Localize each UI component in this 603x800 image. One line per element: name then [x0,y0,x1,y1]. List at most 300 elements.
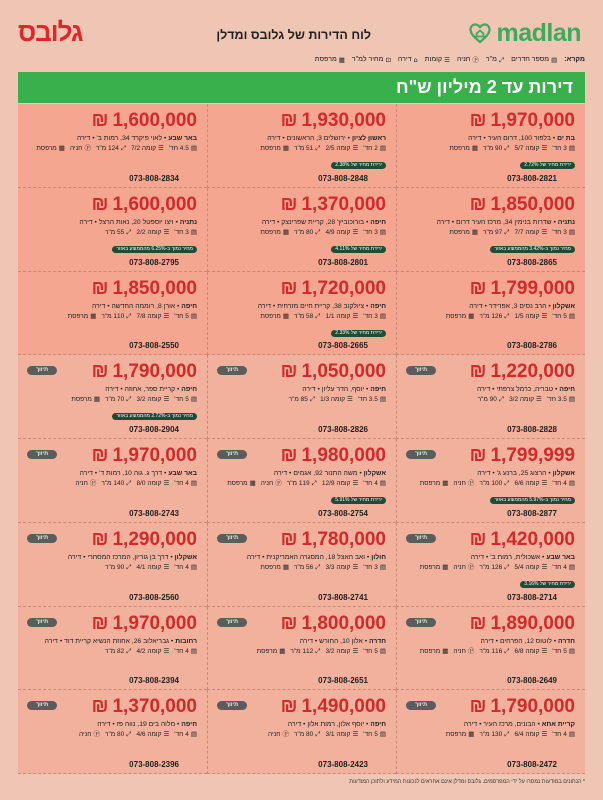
legend-item [352,55,391,65]
agency-badge: תיווך [406,701,436,710]
property-type: דירה [77,135,91,142]
balcony-icon: ▦ [90,311,97,320]
listing-card[interactable] [18,690,207,774]
features-line [26,730,197,739]
agency-badge: תיווך [27,366,57,375]
phone-link[interactable]: 073-808-2714 [507,592,557,602]
feature-text: קומה 6/4 [514,731,540,739]
property-type: דירה [67,553,82,561]
separator: • [359,470,362,477]
parking-icon: Ⓟ [84,144,91,152]
city: חדרה [368,637,386,645]
shekel-icon: ₪ [469,445,487,466]
feature-item [420,479,449,488]
listing-card[interactable] [396,355,585,439]
feature-text: קומה 1/5 [514,312,540,320]
rooms-icon: ▤ [190,395,197,404]
features-line [405,479,575,488]
feature-text: 4.5 חד' [168,145,189,152]
feature-item [478,395,505,404]
listing-card[interactable] [18,355,207,439]
feature-text: קומה 4/2 [136,647,162,655]
feature-item [260,228,289,237]
features-line [216,395,386,404]
tag-row [26,404,197,422]
legend-item-label: מספר חדרים [511,56,550,63]
feature-item [325,228,358,237]
feature-text: 51 מ"ר [293,145,314,152]
shekel-icon: ₪ [280,277,298,299]
parking-icon: Ⓟ [89,479,97,487]
balcony-icon: ▦ [471,227,478,236]
price-value: 1,290,000 [112,528,197,550]
floor-icon: ☰ [163,227,170,236]
phone-link[interactable]: 073-808-2741 [318,592,368,602]
feature-item [174,312,197,321]
listing-card[interactable] [396,523,585,607]
feature-text: חניה [75,480,88,487]
feature-text: 4 חד' [174,480,189,487]
feature-text: 3 חד' [363,312,378,320]
listing-card[interactable] [18,607,207,691]
parking-icon: Ⓟ [472,55,479,64]
phone-link[interactable]: 073-808-2550 [129,341,179,351]
legend-item-label: חניה [456,56,471,63]
listing-card[interactable] [207,439,396,523]
features-line [405,563,575,572]
features-line [216,730,386,739]
price-value: 1,370,000 [112,696,197,718]
sqm-icon: ⤢ [504,144,510,152]
feature-text: 80 מ"ר [293,228,314,236]
phone-link[interactable]: 073-808-2472 [507,760,557,769]
price-value: 1,850,000 [490,193,575,215]
feature-text: 130 מ"ר [479,731,503,739]
property-type: דירה [436,218,450,226]
feature-text: 58 מ"ר [293,312,314,320]
sqm-icon: ⤢ [498,395,505,404]
separator: • [553,637,557,645]
agency-badge: תיווך [406,366,436,375]
agency-badge: תיווך [217,618,247,627]
listing-card[interactable] [396,690,585,774]
property-type: דירה [257,302,272,310]
separator: • [366,721,369,729]
agency-badge: תיווך [217,534,247,543]
property-type: דירה [261,218,276,226]
feature-item [227,479,256,488]
price-per-sqm-icon: ⊡ [385,55,391,64]
separator: • [492,386,495,394]
phone-link[interactable]: 073-808-2834 [129,173,179,183]
feature-item [446,730,475,739]
property-type: דירה [299,637,313,645]
separator: • [94,218,97,226]
phone-link[interactable]: 073-808-2394 [129,676,179,686]
balcony-icon: ▦ [58,144,65,152]
feature-item [287,479,317,488]
phone-link[interactable]: 073-808-2560 [129,592,179,602]
feature-item [479,479,509,488]
floor-icon: ☰ [352,311,359,320]
street-address: בלפור 100, דרום העיר [487,135,551,142]
feature-text: 2 חד' [363,145,378,152]
floor-icon: ☰ [541,646,548,655]
feature-item [325,312,358,321]
rooms-icon: ▤ [568,646,575,655]
city: רחובות [175,637,197,645]
phone-link[interactable]: 073-808-2877 [507,508,557,518]
price-trend-tag: ירידת מחיר של 4.11% [331,246,386,253]
city: חיפה [181,302,197,310]
phone-link[interactable]: 073-808-2651 [318,676,368,686]
feature-item [70,144,91,153]
feature-item [290,647,320,656]
feature-text: מרפסת [419,563,441,571]
madlan-logo[interactable] [468,18,581,48]
feature-item [71,395,100,404]
floor-icon: ☰ [163,646,170,655]
rooms-icon: ▤ [190,562,197,571]
separator: • [553,218,556,226]
feature-text: 80 מ"ר [293,731,314,739]
separator: • [289,470,292,477]
feature-item [552,563,575,572]
street-address: הרצוג 25, ברנע ג' [496,470,547,477]
feature-text: 4 חד' [552,563,567,571]
shekel-icon: ₪ [91,277,109,299]
listing-card[interactable] [18,439,207,523]
disclaimer: * הנתונים במודעות נמסרו על ידי המפרסמים. גלובס ומדלן אינם אחראים לנכונות המידע ולתוכן המודעות [349,779,585,785]
phone-link[interactable]: 073-808-2786 [507,341,557,351]
phone-link[interactable]: 073-808-2743 [129,508,179,518]
feature-item [552,647,575,656]
shekel-icon: ₪ [469,612,487,634]
madlan-wordmark: madlan [496,19,581,47]
parking-icon: Ⓟ [93,730,100,739]
listing-card[interactable] [396,272,585,356]
legend-item [398,55,418,65]
sqm-icon: ⤢ [504,562,510,571]
page-title: לוח הדירות של גלובס ומדלן [216,28,371,42]
separator: • [107,302,110,310]
address-line [26,637,197,647]
street-address: משה התנור 92, אגמים [293,470,358,477]
street-address: דרך ג. גוה 10, רמות ד' [99,470,163,477]
feature-item [260,144,289,153]
street-address: גבריאלוב 26, אחוזת הנשיא קריית דוד [64,637,170,645]
property-type: דירה [463,721,478,729]
listing-card[interactable] [207,272,396,356]
phone-link[interactable]: 073-808-2848 [318,173,368,183]
floor-icon: ☰ [163,562,170,571]
floor-icon: ☰ [352,646,359,655]
features-line [216,563,386,572]
feature-text: קומה 1/3 [320,396,346,404]
listing-card[interactable] [207,523,396,607]
feature-item [479,730,509,739]
tag-row [216,153,386,171]
address-line [216,637,386,647]
price-value: 1,220,000 [490,361,575,383]
separator: • [317,386,320,394]
phone-link[interactable]: 073-808-2826 [318,425,368,434]
balcony-icon: ▦ [468,311,475,320]
feature-text: 5 חד' [552,312,567,320]
feature-item [294,312,321,321]
rooms-icon: ▤ [379,479,386,487]
rooms-icon: ▤ [379,395,386,404]
agency-badge: תיווך [217,450,247,459]
feature-item [174,563,197,572]
phone-link[interactable]: 073-808-2649 [507,676,557,686]
floor-icon: ☰ [158,144,164,152]
feature-item [552,312,575,321]
rooms-icon: ▤ [379,311,386,320]
feature-text: 5 חד' [552,647,567,655]
feature-text: 5 חד' [363,731,378,739]
feature-item [101,312,131,321]
separator: • [484,302,487,310]
phone-link[interactable]: 073-808-2665 [318,341,368,351]
city: אשקלון [363,470,386,477]
shekel-icon: ₪ [280,445,298,466]
floor-icon: ☰ [541,227,548,236]
parking-icon: Ⓟ [467,479,475,487]
feature-item [363,144,386,153]
phone-link[interactable]: 073-808-2828 [507,425,557,434]
feature-item [131,144,164,153]
section-banner [18,72,585,103]
street-address: ציולקוב 38, קריית חיים מזרחית [277,302,365,310]
feature-text: 4 חד' [174,731,189,739]
feature-text: קומה 2/2 [136,228,162,236]
listing-card[interactable] [207,355,396,439]
address-line [26,720,197,730]
price-value: 1,490,000 [301,696,386,718]
separator: • [170,637,174,645]
balcony-icon: ▦ [282,311,289,320]
separator: • [485,553,489,561]
phone-link[interactable]: 073-808-2795 [129,257,179,267]
feature-text: 110 מ"ר [101,312,125,320]
feature-item [483,228,510,237]
listing-card[interactable] [18,272,207,356]
street-address: טבריה, כרמל צרפתי [496,386,554,394]
floor-icon: ☰ [541,479,548,487]
feature-text: 119 מ"ר [286,480,310,487]
listing-card[interactable] [207,690,396,774]
rooms-icon: ▤ [379,227,386,236]
feature-text: 4 חד' [363,480,378,487]
feature-text: חניה [453,647,466,655]
agency-badge: תיווך [27,618,57,627]
shekel-icon: ₪ [91,445,109,466]
legend-item-label: דירה [397,56,412,63]
feature-text: מרפסת [260,312,281,320]
separator: • [537,721,540,729]
sqm-icon: ⤢ [126,479,132,487]
sqm-icon: ⤢ [126,227,132,236]
separator: • [366,302,369,310]
feature-text: מרפסת [260,563,281,571]
address-line [405,637,575,647]
phone-link[interactable]: 073-808-2396 [129,760,179,769]
floor-icon: ☰ [444,55,450,64]
shekel-icon: ₪ [280,528,298,550]
price-value: 1,930,000 [301,110,386,131]
feature-text: 3.5 חד' [546,396,567,404]
feature-item [479,312,509,321]
phone-link[interactable]: 073-808-2865 [507,257,557,267]
address-line [405,218,575,228]
shekel-icon: ₪ [91,696,109,718]
feature-item [105,228,132,237]
price-trend-tag: ירידת מחיר של 2.72% [520,162,575,169]
feature-item [479,647,509,656]
feature-item [446,312,475,321]
separator: • [282,135,285,142]
feature-item [363,312,386,321]
floor-icon: ☰ [347,395,353,404]
feature-item [514,647,547,656]
feature-text: קומה 3/3 [325,563,351,571]
shekel-icon: ₪ [469,696,487,718]
street-address: דרך בן גוריון, המרכז המסחרי [87,553,169,561]
rooms-icon: ▤ [551,55,558,64]
feature-item [136,730,169,739]
legend-item-label: קומות [424,56,443,63]
feature-text: קומה 4/9 [325,228,351,236]
phone-link[interactable]: 073-808-2801 [318,257,368,267]
property-type: דירה [246,553,261,561]
separator: • [303,721,306,729]
feature-text: מרפסת [260,145,281,152]
listing-card[interactable] [18,188,207,272]
feature-item [325,563,358,572]
separator: • [177,721,180,729]
tag-row [405,572,575,590]
phone-link[interactable]: 073-808-2423 [318,760,368,769]
balcony-icon: ▦ [93,395,100,404]
feature-text: 124 מ"ר [95,145,119,152]
listing-card[interactable] [396,439,585,523]
feature-text: מרפסת [227,480,248,487]
shekel-icon: ₪ [280,696,298,718]
balcony-icon: ▦ [442,646,449,655]
sqm-icon: ⤢ [126,562,132,571]
feature-text: קומה 6/8 [514,647,540,655]
feature-text: קומה 12/9 [321,480,351,487]
listing-card[interactable] [18,523,207,607]
listing-card[interactable] [18,104,207,188]
balcony-icon: ▦ [338,55,345,64]
feature-item [105,563,132,572]
listing-card[interactable] [207,104,396,188]
street-address: לוטוס 12, הפרחים [499,637,552,645]
feature-item [363,479,386,488]
feature-item [453,647,474,656]
separator: • [347,135,351,142]
separator: • [94,470,98,477]
feature-text: מרפסת [445,731,467,739]
property-type: דירה [92,302,106,310]
price-value: 1,799,999 [490,445,575,466]
price-value: 1,850,000 [112,277,197,299]
street-address: אשכולית, רמות ב' [490,553,541,561]
city: אשקלון [552,302,575,310]
sqm-icon: ⤢ [315,730,321,739]
separator: • [272,302,276,310]
feature-text: מרפסת [449,145,470,152]
feature-item [294,228,321,237]
property-type: דירה [476,386,491,394]
phone-link[interactable]: 073-808-2904 [129,425,179,434]
agency-badge: תיווך [27,534,57,543]
listing-card[interactable] [396,104,585,188]
separator: • [170,553,173,561]
price [26,277,197,300]
feature-item [260,563,289,572]
shekel-icon: ₪ [469,361,487,383]
price-value: 1,600,000 [112,110,197,131]
globes-logo[interactable]: גלובס [18,17,83,47]
street-address: הרב נסים 3, אפרידר [488,302,547,310]
legend-label: מקרא: [564,56,585,63]
address-line [216,385,386,395]
separator: • [479,721,482,729]
feature-item [552,144,575,153]
phone-link[interactable]: 073-808-2821 [507,173,557,183]
price-trend-tag: ירידת מחיר של 2.38% [331,162,386,169]
address-line [26,134,197,144]
features-line [26,479,197,488]
features-line [216,312,386,321]
property-type: דירה [97,721,111,729]
separator: • [451,218,455,226]
address-line [216,134,386,144]
feature-item [479,563,509,572]
agency-badge: תיווך [406,534,436,543]
separator: • [495,637,499,645]
price [405,109,575,132]
price-value: 1,800,000 [301,612,386,634]
feature-item [36,144,65,153]
feature-item [363,563,386,572]
feature-text: 80 מ"ר [104,731,125,739]
city: אשקלון [552,470,575,477]
city: חיפה [559,386,575,394]
sqm-icon: ⤢ [126,730,132,739]
tag-row [405,153,575,171]
listing-card[interactable] [396,188,585,272]
feature-text: 5 חד' [363,647,378,655]
separator: • [364,637,368,645]
floor-icon: ☰ [352,479,359,487]
listing-card[interactable] [396,607,585,691]
price-value: 1,890,000 [490,612,575,634]
phone-link[interactable]: 073-808-2754 [318,508,368,518]
listing-card[interactable] [207,188,396,272]
feature-text: קומה 6/6 [514,480,540,487]
feature-item [136,563,169,572]
street-address: בורוכוביץ' 28, קריית שפרינצק [281,218,365,226]
features-line [26,395,197,404]
listing-card[interactable] [207,607,396,691]
agency-badge: תיווך [406,618,436,627]
feature-item [453,479,474,488]
floor-icon: ☰ [163,395,170,404]
